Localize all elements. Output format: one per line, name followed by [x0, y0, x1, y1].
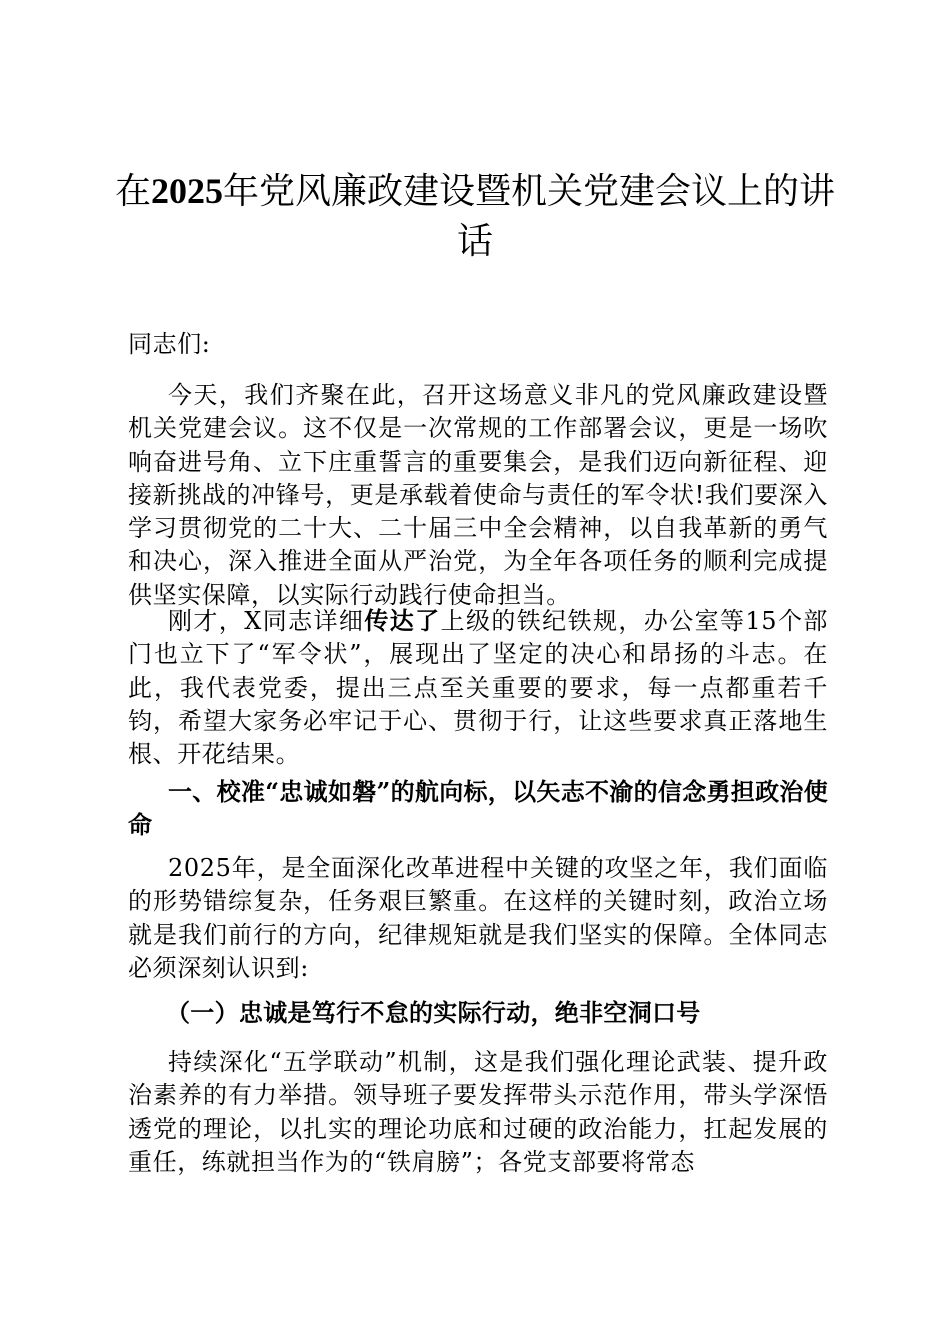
paragraph-five-learning: 持续深化“五学联动”机制，这是我们强化理论武装、提升政治素养的有力举措。领导班子要发挥带头示范作用，带头学深悟透党的理论，以扎实的理论功底和过硬的政治能力，扛起发展的重任，练就担当作为的“铁肩膀”；各党支部要将常态 — [128, 1048, 828, 1176]
subsection-heading-1: （一）忠诚是笃行不怠的实际行动，绝非空洞口号 — [166, 998, 701, 1027]
paragraph-requirements-before: 刚才，X同志详细 — [168, 607, 365, 635]
salutation: 同志们: — [128, 330, 211, 358]
title-year: 2025 — [151, 171, 223, 211]
paragraph-requirements-emphasis: 传达了 — [364, 606, 441, 635]
title-rest: 年党风廉政建设暨机关党建会议上的讲话 — [223, 171, 836, 262]
title-prefix: 在 — [114, 171, 151, 212]
section-heading-1: 一、校准“忠诚如磐”的航向标，以矢志不渝的信念勇担政治使命 — [128, 777, 829, 840]
paragraph-requirements-after: 上级的铁纪铁规，办公室等15个部门也立下了“军令状”，展现出了坚定的决心和昂扬的斗志。在此，我代表党委，提出三点至关重要的要求，每一点都重若千钧，希望大家务必牢记于心、贯彻于行，让这些要求真正落地生根、开花结果。 — [128, 607, 828, 769]
paragraph-requirements — [128, 604, 828, 771]
document-title — [110, 166, 840, 267]
paragraph-intro: 今天，我们齐聚在此，召开这场意义非凡的党风廉政建设暨机关党建会议。这不仅是一次常规的工作部署会议，更是一场吹响奋进号角、立下庄重誓言的重要集会，是我们迈向新征程、迎接新挑战的冲锋号，更是承载着使命与责任的军令状!我们要深入学习贯彻党的二十大、二十届三中全会精神，以自我革新的勇气和决心，深入推进全面从严治党，为全年各项任务的顺利完成提供坚实保障，以实际行动践行使命担当。 — [128, 381, 828, 609]
paragraph-situation: 2025年，是全面深化改革进程中关键的攻坚之年，我们面临的形势错综复杂，任务艰巨繁重。在这样的关键时刻，政治立场就是我们前行的方向，纪律规矩就是我们坚实的保障。全体同志必须深刻认识到: — [128, 854, 828, 982]
